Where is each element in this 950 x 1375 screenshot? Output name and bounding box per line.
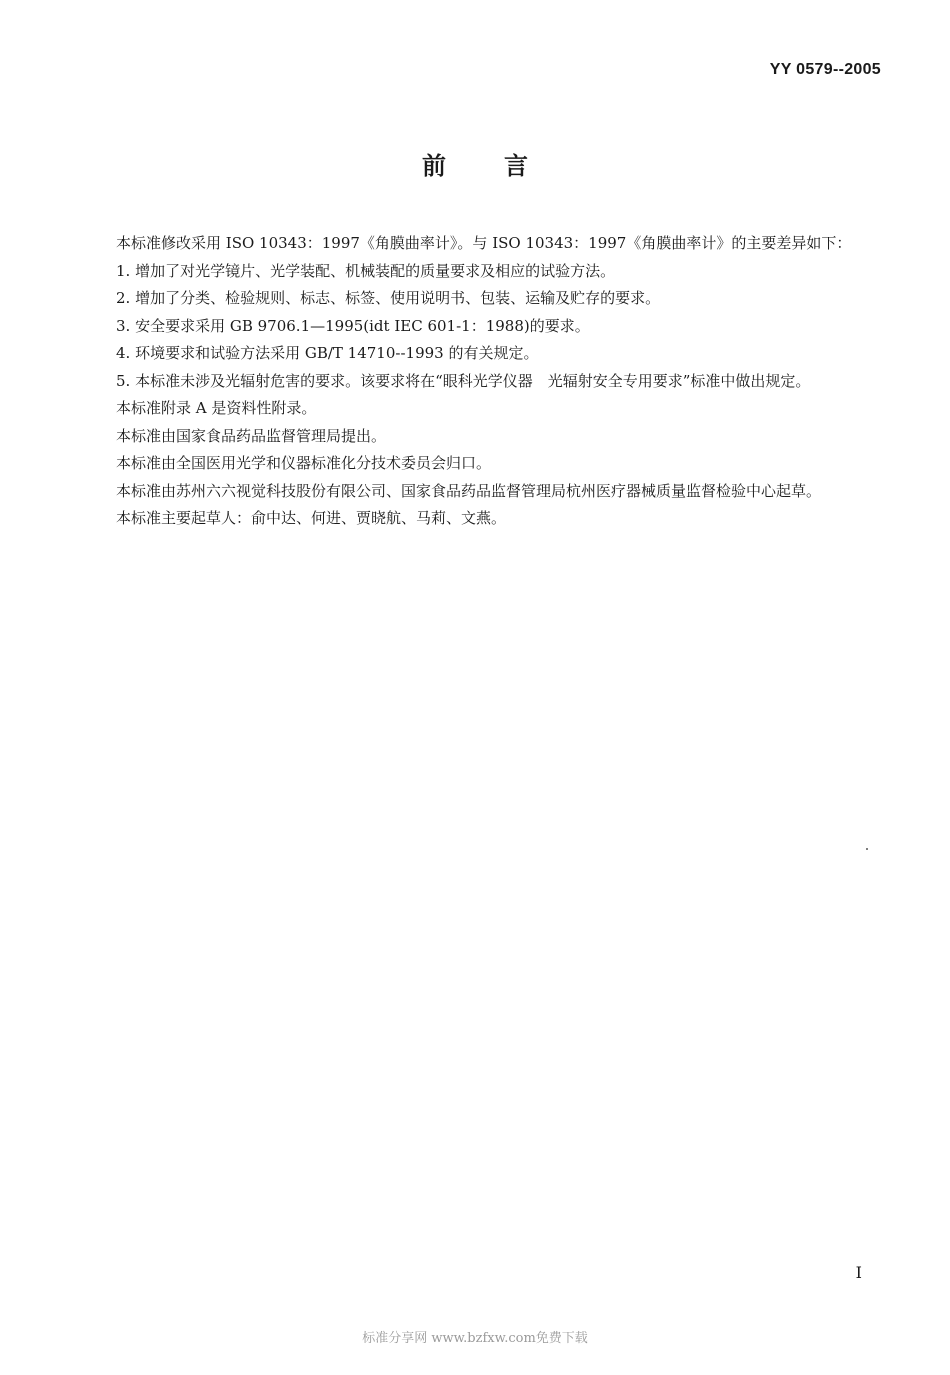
difference-item-5: 5. 本标准未涉及光辐射危害的要求。该要求将在“眼科光学仪器 光辐射安全专用要求”标准中做出规定。	[116, 371, 811, 390]
difference-item-3: 3. 安全要求采用 GB 9706.1—1995(idt IEC 601-1：1988)的要求。	[116, 316, 590, 335]
intro-paragraph: 本标准修改采用 ISO 10343：1997《角膜曲率计》。与 ISO 10343：1997《角膜曲率计》的主要差异如下：	[116, 234, 852, 252]
page-title: 前言	[422, 152, 586, 180]
proposer-note: 本标准由国家食品药品监督管理局提出。	[116, 426, 387, 445]
page-number: I	[855, 1263, 862, 1282]
foreword-body	[85, 230, 881, 533]
drafters-note: 本标准主要起草人：俞中达、何进、贾晓航、马莉、文燕。	[116, 509, 507, 527]
drafting-units-note: 本标准由苏州六六视觉科技股份有限公司、国家食品药品监督管理局杭州医疗器械质量监督检验中心起草。	[116, 481, 822, 500]
scan-speck	[866, 848, 868, 850]
difference-item-2: 2. 增加了分类、检验规则、标志、标签、使用说明书、包装、运输及贮存的要求。	[116, 289, 661, 307]
difference-item-1: 1. 增加了对光学镜片、光学装配、机械装配的质量要求及相应的试验方法。	[116, 261, 616, 280]
annex-note: 本标准附录 A 是资料性附录。	[116, 399, 317, 417]
committee-note: 本标准由全国医用光学和仪器标准化分技术委员会归口。	[116, 454, 492, 472]
difference-item-4: 4. 环境要求和试验方法采用 GB/T 14710--1993 的有关规定。	[116, 344, 539, 362]
standard-number: YY 0579--2005	[769, 61, 881, 78]
watermark: 标准分享网 www.bzfxw.com免费下载	[362, 1331, 588, 1346]
